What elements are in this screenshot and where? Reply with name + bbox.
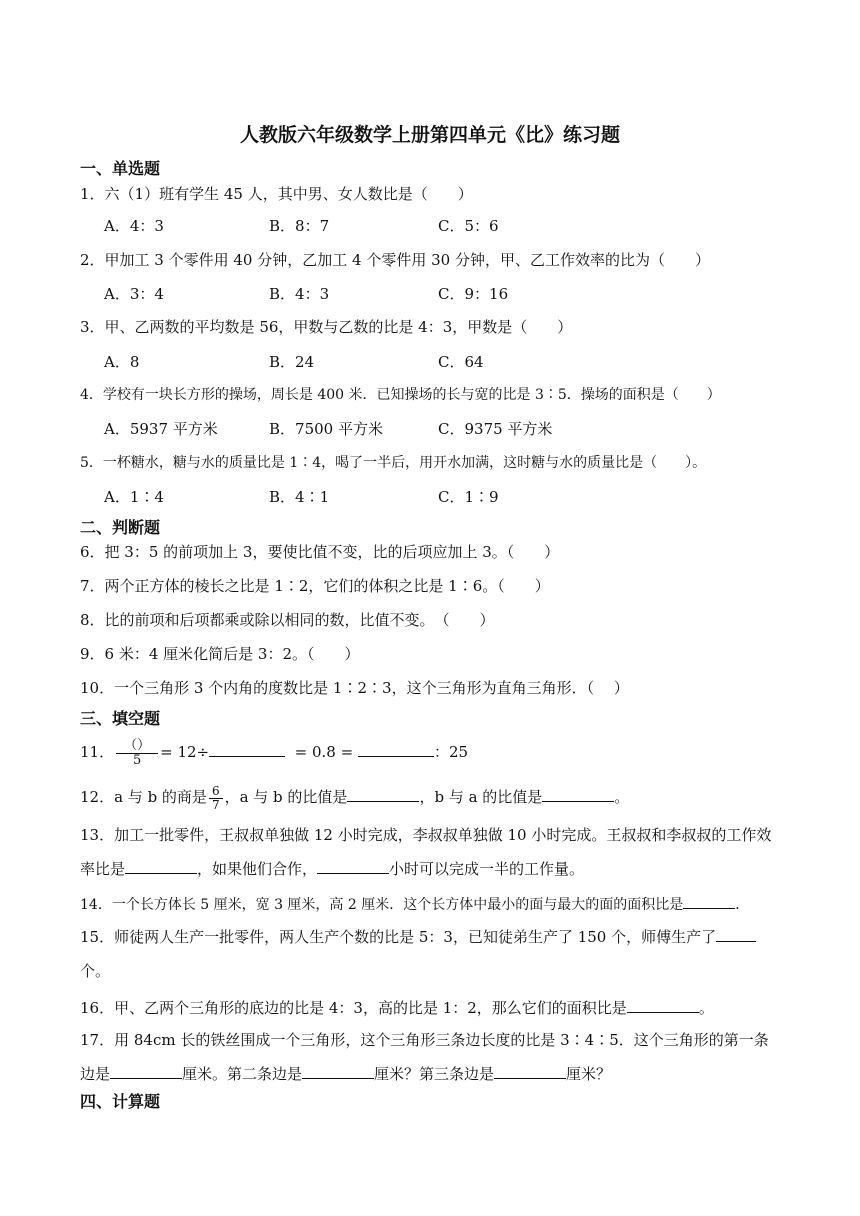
question-12 xyxy=(80,782,780,812)
answer-blank[interactable] xyxy=(125,857,197,874)
fraction-denominator: 5 xyxy=(132,752,142,768)
equation-text: ：25 xyxy=(433,743,469,761)
question-16 xyxy=(80,996,780,1018)
option-c[interactable]: C．64 xyxy=(438,353,484,371)
section-heading-true-false: 二、判断题 xyxy=(80,518,161,537)
question-number: 11． xyxy=(80,743,115,761)
option-b[interactable]: B．4∶1 xyxy=(269,488,330,506)
question-8: 8．比的前项和后项都乘或除以相同的数，比值不变。 （ ） xyxy=(80,611,495,629)
question-13 xyxy=(80,818,780,886)
question-text: 16．甲、乙两个三角形的底边的比是 4：3，高的比是 1：2，那么它们的面积比是 xyxy=(80,999,627,1017)
option-a[interactable]: A．5937 平方米 xyxy=(104,420,218,438)
question-9: 9．6 米：4 厘米化简后是 3：2。（ ） xyxy=(80,645,360,663)
answer-blank[interactable] xyxy=(627,996,699,1013)
option-b[interactable]: B．7500 平方米 xyxy=(269,420,383,438)
option-c[interactable]: C．5：6 xyxy=(438,217,499,235)
question-11 xyxy=(80,738,780,768)
fraction-denominator: 7 xyxy=(211,797,220,812)
question-text: 。 xyxy=(614,788,630,806)
page-title: 人教版六年级数学上册第四单元《比》练习题 xyxy=(239,124,620,146)
question-text: 。 xyxy=(698,999,714,1017)
question-text: 厘米？第三条边是 xyxy=(374,1065,495,1083)
question-17 xyxy=(80,1023,780,1091)
question-3: 3．甲、乙两数的平均数是 56，甲数与乙数的比是 4：3，甲数是（ ） xyxy=(80,318,573,336)
answer-blank[interactable] xyxy=(317,857,389,874)
question-15 xyxy=(80,920,780,988)
question-text: 15．师徒两人生产一批零件，两人生产个数的比是 5：3，已知徒弟生产了 150 个，师傅生产了 xyxy=(80,928,717,946)
option-a[interactable]: A．3：4 xyxy=(104,285,164,303)
question-text: 17．用 84cm 长的铁丝围成一个三角形，这个三角形三条边长度的比是 3∶4∶5．这个三角形的第一条边是 xyxy=(80,1031,769,1083)
section-heading-calculation: 四、计算题 xyxy=(80,1092,161,1111)
equation-text: = 12÷ xyxy=(160,743,210,761)
question-2: 2．甲加工 3 个零件用 40 分钟，乙加工 4 个零件用 30 分钟，甲、乙工作效率的比为（ ） xyxy=(80,251,710,269)
option-a[interactable]: A．1∶4 xyxy=(104,488,164,506)
option-b[interactable]: B．4：3 xyxy=(269,285,330,303)
question-text: 厘米？ xyxy=(566,1065,612,1083)
question-text: 12．a 与 b 的商是 xyxy=(80,788,207,806)
question-text: 小时可以完成一半的工作量。 xyxy=(389,860,585,878)
answer-blank[interactable] xyxy=(302,1062,374,1079)
fraction xyxy=(116,739,158,768)
answer-blank[interactable] xyxy=(347,785,419,802)
option-c[interactable]: C．9：16 xyxy=(438,285,509,303)
equation-text: = 0.8 = xyxy=(294,743,354,761)
question-text: 个。 xyxy=(80,962,111,980)
fraction-numerator: 6 xyxy=(209,785,223,799)
question-text: ，b 与 a 的比值是 xyxy=(419,788,543,806)
answer-blank[interactable] xyxy=(110,1062,182,1079)
option-b[interactable]: B．24 xyxy=(269,353,315,371)
fraction xyxy=(209,785,223,812)
answer-blank[interactable] xyxy=(209,740,285,757)
answer-blank[interactable] xyxy=(683,892,735,909)
question-5: 5．一杯糖水，糖与水的质量比是 1∶4，喝了一半后，用开水加满，这时糖与水的质量比是（ ）。 xyxy=(80,455,707,471)
answer-blank[interactable] xyxy=(716,925,756,942)
option-c[interactable]: C．1∶9 xyxy=(438,488,499,506)
section-heading-fill-blank: 三、填空题 xyxy=(80,709,161,728)
question-text: 厘米。第二条边是 xyxy=(182,1065,303,1083)
question-text: ，a 与 b 的比值是 xyxy=(224,788,348,806)
question-text: ． xyxy=(735,897,750,913)
option-c[interactable]: C．9375 平方米 xyxy=(438,420,553,438)
answer-blank[interactable] xyxy=(494,1062,566,1079)
question-10: 10．一个三角形 3 个内角的度数比是 1∶2∶3，这个三角形为直角三角形．（ ） xyxy=(80,679,629,697)
question-text: ，如果他们合作， xyxy=(197,860,318,878)
question-1: 1．六（1）班有学生 45 人，其中男、女人数比是（ ） xyxy=(80,185,473,203)
answer-blank[interactable] xyxy=(542,785,614,802)
question-text: 13．加工一批零件，王叔叔单独做 12 小时完成，李叔叔单独做 10 小时完成。王叔叔和李叔叔的工作效率比是 xyxy=(80,826,772,878)
question-14 xyxy=(80,892,780,915)
option-a[interactable]: A．4：3 xyxy=(104,217,164,235)
question-text: 14．一个长方体长 5 厘米，宽 3 厘米，高 2 厘米．这个长方体中最小的面与最大的面的面积比是 xyxy=(80,897,684,913)
option-b[interactable]: B．8：7 xyxy=(269,217,330,235)
question-4: 4．学校有一块长方形的操场，周长是 400 米．已知操场的长与宽的比是 3∶5．操场的面积是（ ） xyxy=(80,387,721,403)
option-a[interactable]: A．8 xyxy=(104,353,140,371)
question-6: 6．把 3：5 的前项加上 3，要使比值不变，比的后项应加上 3。（ ） xyxy=(80,543,560,561)
fraction-numerator: （） xyxy=(116,739,158,754)
section-heading-single-choice: 一、单选题 xyxy=(80,159,161,178)
answer-blank[interactable] xyxy=(358,740,434,757)
question-7: 7．两个正方体的棱长之比是 1∶2，它们的体积之比是 1∶6。（ ） xyxy=(80,577,550,595)
